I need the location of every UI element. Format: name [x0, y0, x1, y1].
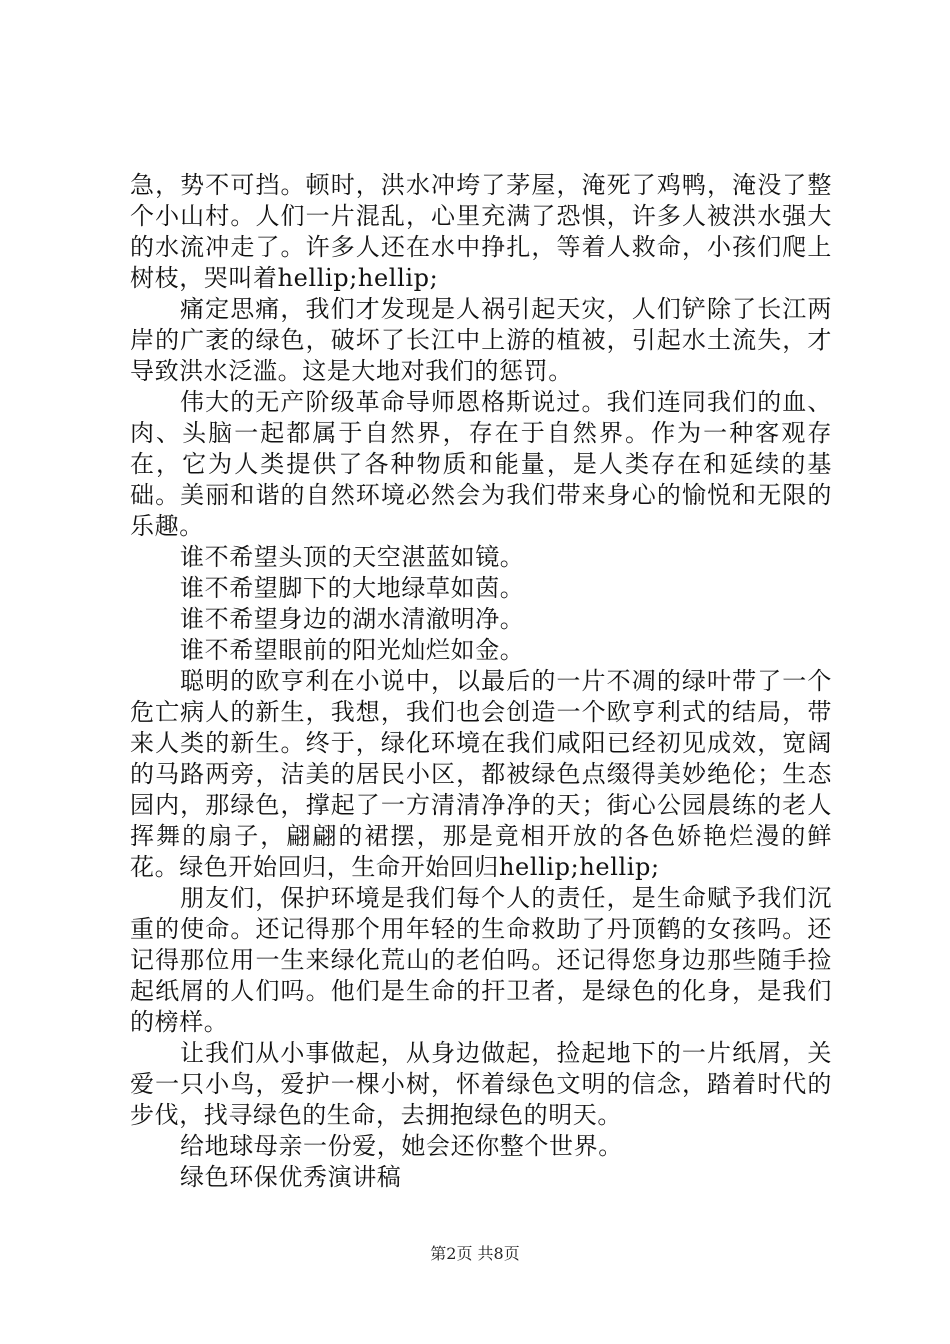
paragraph-8: 聪明的欧亨利在小说中，以最后的一片不凋的绿叶带了一个危亡病人的新生，我想，我们也会创造一个欧亨利式的结局，带来人类的新生。终于，绿化环境在我们咸阳已经初见成效，宽阔的马路两旁，洁美的居民小区，都被绿色点缀得美妙绝伦；生态园内，那绿色，撑起了一方清清净净的天；街心公园晨练的老人挥舞的扇子，翩翩的裙摆，那是竟相开放的各色娇艳烂漫的鲜花。绿色开始回归，生命开始回归hellip;hellip;	[130, 667, 832, 881]
page-number-footer: 第2页 共8页	[430, 1244, 520, 1263]
paragraph-12: 绿色环保优秀演讲稿	[180, 1163, 402, 1191]
paragraph-1: 急，势不可挡。顿时，洪水冲垮了茅屋，淹死了鸡鸭，淹没了整个小山村。人们一片混乱，心里充满了恐惧，许多人被洪水强大的水流冲走了。许多人还在水中挣扎，等着人救命，小孩们爬上树枝，哭叫着hellip;hellip;	[130, 171, 832, 292]
paragraph-5: 谁不希望脚下的大地绿草如茵。	[180, 574, 525, 602]
document-body	[130, 170, 832, 1193]
paragraph-10: 让我们从小事做起，从身边做起，捡起地下的一片纸屑，关爱一只小鸟，爱护一棵小树，怀着绿色文明的信念，踏着时代的步伐，找寻绿色的生命，去拥抱绿色的明天。	[130, 1039, 832, 1129]
paragraph-7: 谁不希望眼前的阳光灿烂如金。	[180, 636, 525, 664]
paragraph-11: 给地球母亲一份爱，她会还你整个世界。	[180, 1132, 623, 1160]
paragraph-4: 谁不希望头顶的天空湛蓝如镜。	[180, 543, 525, 571]
paragraph-9: 朋友们，保护环境是我们每个人的责任，是生命赋予我们沉重的使命。还记得那个用年轻的生命救助了丹顶鹤的女孩吗。还记得那位用一生来绿化荒山的老伯吗。还记得您身边那些随手捡起纸屑的人们吗。他们是生命的扞卫者，是绿色的化身，是我们的榜样。	[130, 884, 832, 1036]
paragraph-2: 痛定思痛，我们才发现是人祸引起天灾，人们铲除了长江两岸的广袤的绿色，破坏了长江中上游的植被，引起水土流失，才导致洪水泛滥。这是大地对我们的惩罚。	[130, 295, 832, 385]
paragraph-6: 谁不希望身边的湖水清澈明净。	[180, 605, 525, 633]
paragraph-3: 伟大的无产阶级革命导师恩格斯说过。我们连同我们的血、肉、头脑一起都属于自然界，存在于自然界。作为一种客观存在，它为人类提供了各种物质和能量，是人类存在和延续的基础。美丽和谐的自然环境必然会为我们带来身心的愉悦和无限的乐趣。	[130, 388, 832, 540]
